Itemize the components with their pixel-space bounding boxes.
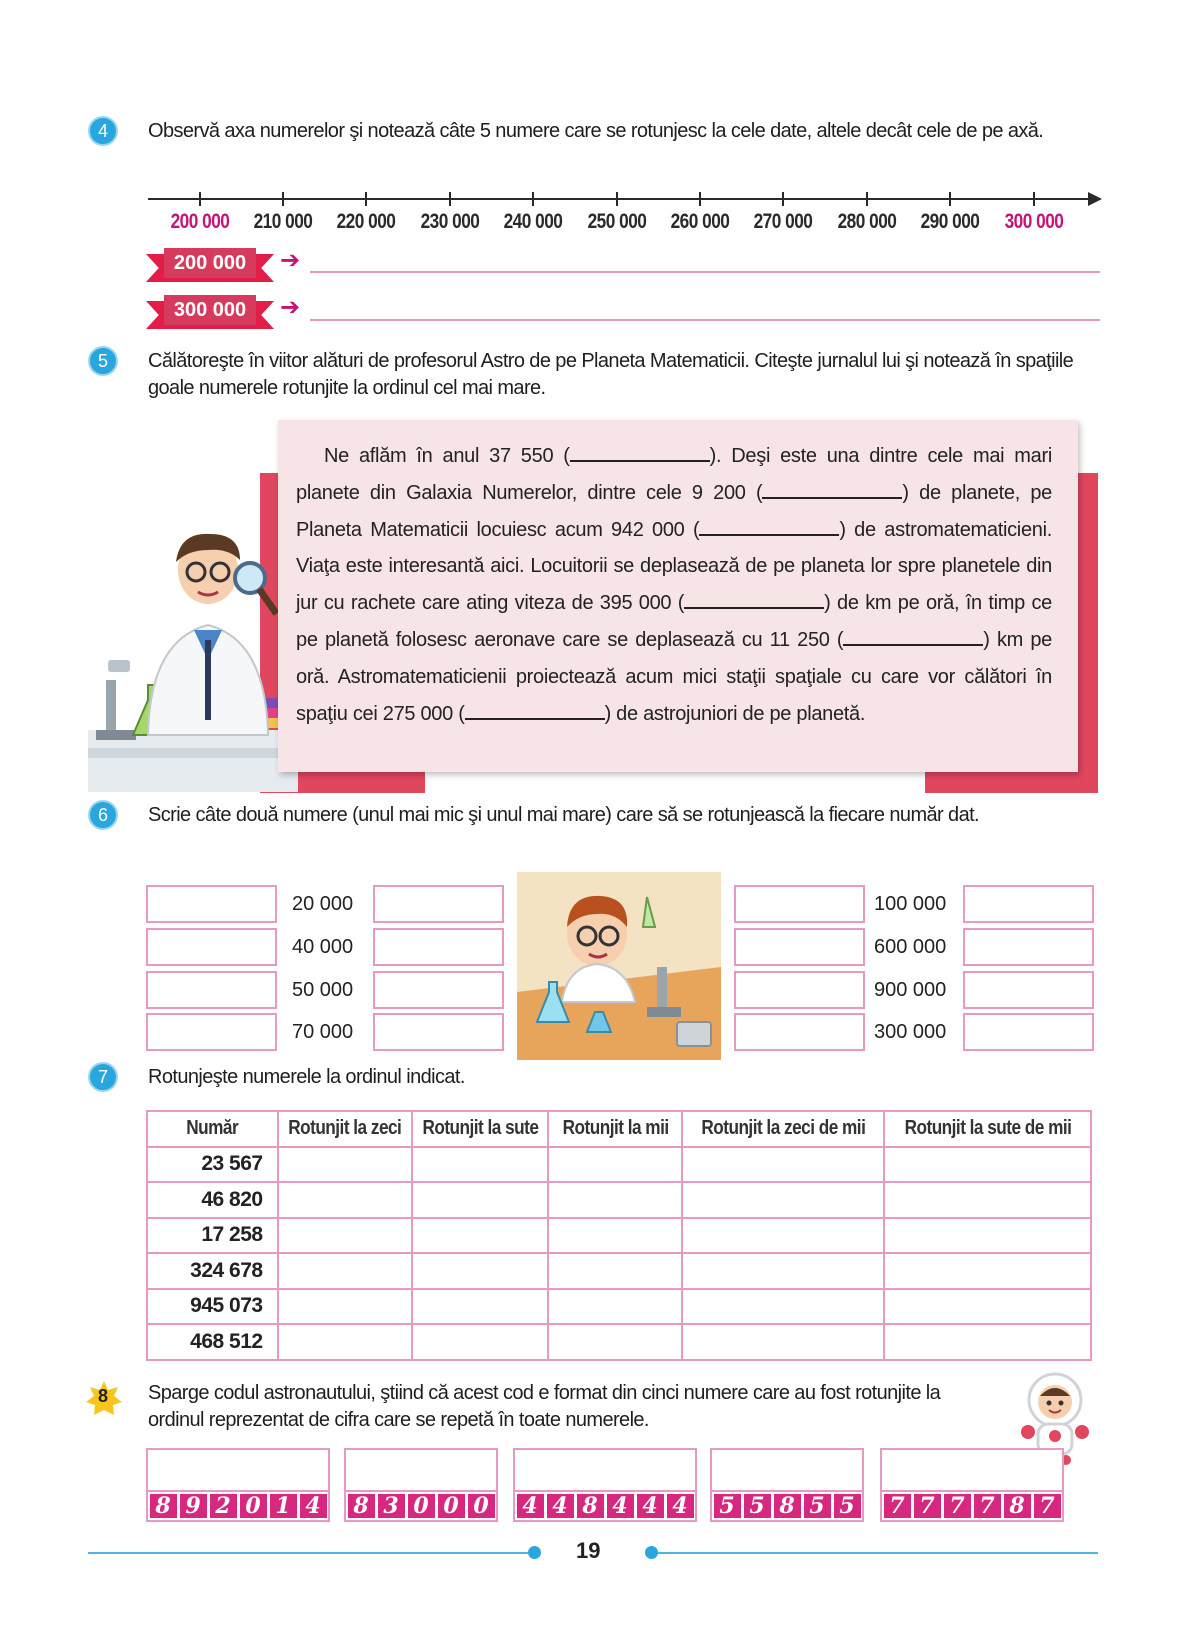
answer-box-larger[interactable]: [373, 1013, 504, 1051]
code-digit: 7: [944, 1494, 971, 1518]
table-row: [147, 1289, 1091, 1325]
answer-cell[interactable]: [548, 1147, 682, 1183]
page-number: 19: [576, 1538, 601, 1563]
number-line-axis: [148, 198, 1098, 200]
answer-cell[interactable]: [278, 1147, 412, 1183]
rounding-table: [146, 1110, 1092, 1361]
axis-tick-label: 250 000: [587, 210, 647, 233]
answer-cell[interactable]: [548, 1289, 682, 1325]
target-number: 70 000: [292, 1021, 354, 1043]
code-digit: 8: [577, 1494, 604, 1518]
number-cell: 945 073: [147, 1289, 278, 1325]
ribbon-200000: [146, 248, 274, 278]
answer-box-smaller[interactable]: [734, 971, 865, 1009]
answer-cell[interactable]: [278, 1324, 412, 1360]
code-digit: 0: [240, 1494, 267, 1518]
answer-cell[interactable]: [278, 1218, 412, 1254]
answer-cell[interactable]: [278, 1182, 412, 1218]
axis-tick: [1033, 192, 1035, 206]
header-round-hundred-thousands: Rotunjit la sute de mii: [884, 1111, 1091, 1147]
answer-cell[interactable]: [682, 1218, 885, 1254]
task-4-instruction: Observă axa numerelor şi notează câte 5 numere care se rotunjesc la cele date, altele decât cele de pe axă.: [148, 120, 1044, 142]
code-digit: 5: [744, 1494, 771, 1518]
answer-cell[interactable]: [412, 1147, 549, 1183]
axis-tick: [782, 192, 784, 206]
table-row: [147, 1218, 1091, 1254]
answer-cell[interactable]: [548, 1218, 682, 1254]
answer-box-larger[interactable]: [373, 885, 504, 923]
code-digit: 7: [884, 1494, 911, 1518]
answer-line-300000[interactable]: [310, 319, 1100, 321]
answer-cell[interactable]: [548, 1253, 682, 1289]
axis-tick-label: 280 000: [837, 210, 897, 233]
target-number: 40 000: [292, 936, 354, 958]
journal-box: [278, 420, 1078, 772]
journal-blank-2[interactable]: [762, 479, 902, 499]
code-digit: 4: [517, 1494, 544, 1518]
ribbon-200000-label: 200 000: [164, 248, 256, 278]
answer-cell[interactable]: [884, 1253, 1091, 1289]
answer-cell[interactable]: [278, 1289, 412, 1325]
task-8-badge: 8: [98, 1386, 109, 1406]
arrow-right-icon: ➔: [280, 247, 301, 274]
journal-part-3: ) de planete, pe Planeta Matematicii locuiesc acum 942 000 (: [296, 481, 1052, 541]
answer-cell[interactable]: [884, 1218, 1091, 1254]
task-7-instruction: Rotunjeşte numerele la ordinul indicat.: [148, 1066, 465, 1088]
answer-cell[interactable]: [548, 1324, 682, 1360]
header-round-tens: Rotunjit la zeci: [278, 1111, 412, 1147]
answer-line-200000[interactable]: [310, 271, 1100, 273]
target-number: 20 000: [292, 893, 354, 915]
number-cell: 23 567: [147, 1147, 278, 1183]
child-scientist-illustration: [517, 872, 721, 1060]
answer-box-larger[interactable]: [963, 928, 1094, 966]
axis-tick: [449, 192, 451, 206]
axis-tick-label: 260 000: [670, 210, 730, 233]
answer-cell[interactable]: [682, 1182, 885, 1218]
answer-cell[interactable]: [884, 1289, 1091, 1325]
code-digits: [880, 1490, 1064, 1522]
table-row: [147, 1253, 1091, 1289]
number-cell: 46 820: [147, 1182, 278, 1218]
answer-cell[interactable]: [412, 1289, 549, 1325]
footer-line-left: [88, 1552, 528, 1554]
code-group: [513, 1448, 697, 1522]
table-row: [147, 1182, 1091, 1218]
journal-blank-5[interactable]: [843, 626, 983, 646]
answer-box-smaller[interactable]: [734, 1013, 865, 1051]
journal-blank-6[interactable]: [465, 700, 605, 720]
code-answer-box[interactable]: [146, 1448, 330, 1490]
axis-tick-label: 200 000: [170, 210, 230, 233]
code-digit: 0: [468, 1494, 495, 1518]
journal-blank-4[interactable]: [684, 589, 824, 609]
axis-tick-label: 210 000: [253, 210, 313, 233]
answer-box-larger[interactable]: [963, 971, 1094, 1009]
code-digit: 4: [300, 1494, 327, 1518]
journal-part-6: ) km pe oră. Astromatematicienii proiectează acum mici staţii spaţiale cu care vor călători în spaţiu cei 275 000 (: [296, 628, 1052, 725]
code-digit: 4: [667, 1494, 694, 1518]
ribbon-300000: [146, 295, 274, 325]
task-8-instruction: Sparge codul astronautului, ştiind că acest cod e format din cinci numere care au fost rotunjite la ordinul reprezentat de cifra care se repetă în toate numerele.: [148, 1382, 941, 1431]
footer-dot-right: [645, 1546, 658, 1559]
code-answer-box[interactable]: [880, 1448, 1064, 1490]
answer-box-smaller[interactable]: [734, 928, 865, 966]
target-number: 100 000: [874, 893, 947, 915]
answer-cell[interactable]: [884, 1324, 1091, 1360]
answer-cell[interactable]: [412, 1218, 549, 1254]
code-digits: [344, 1490, 498, 1522]
journal-part-1: Ne aflăm în anul 37 550 (: [324, 445, 570, 467]
number-line-arrowhead: [1088, 192, 1102, 206]
footer-dot-left: [528, 1546, 541, 1559]
code-group: [880, 1448, 1064, 1522]
journal-part-5: ) de km pe oră, în timp ce pe planetă folosesc aeronave care se deplasează cu 11 250 (: [296, 592, 1052, 651]
answer-cell[interactable]: [682, 1147, 885, 1183]
task-6-instruction: Scrie câte două numere (unul mai mic şi unul mai mare) care să se rotunjească la fiecare număr dat.: [148, 804, 980, 826]
code-digit: 8: [150, 1494, 177, 1518]
code-digit: 9: [180, 1494, 207, 1518]
journal-part-4: ) de astromatematicieni. Viaţa este interesantă aici. Locuitorii se deplasează de pe planeta lor spre planetele din jur cu rachete care ating viteza de 395 000 (: [296, 518, 1052, 615]
journal-part-2: ). Deşi este una dintre cele mai mari planete din Galaxia Numerelor, dintre cele 9 200 (: [296, 445, 1052, 504]
axis-tick-label: 300 000: [1004, 210, 1064, 233]
answer-box-smaller[interactable]: [146, 928, 277, 966]
number-cell: 17 258: [147, 1218, 278, 1254]
axis-tick-label: 240 000: [503, 210, 563, 233]
code-answer-box[interactable]: [344, 1448, 498, 1490]
number-cell: 324 678: [147, 1253, 278, 1289]
journal-part-7: ) de astrojuniori de pe planetă.: [604, 702, 866, 725]
answer-box-smaller[interactable]: [146, 971, 277, 1009]
answer-box-larger[interactable]: [963, 1013, 1094, 1051]
task-6-badge: 6: [88, 800, 118, 830]
answer-box-larger[interactable]: [373, 928, 504, 966]
target-number: 300 000: [874, 1021, 947, 1043]
target-number: 900 000: [874, 979, 947, 1001]
axis-tick: [866, 192, 868, 206]
code-digits: [146, 1490, 330, 1522]
task-5-badge: 5: [88, 346, 118, 376]
task-4-badge: 4: [88, 116, 118, 146]
axis-tick: [616, 192, 618, 206]
code-digit: 8: [1004, 1494, 1031, 1518]
number-cell: 468 512: [147, 1324, 278, 1360]
ribbon-300000-label: 300 000: [164, 295, 256, 325]
answer-cell[interactable]: [412, 1253, 549, 1289]
code-digits: [513, 1490, 697, 1522]
footer-line-right: [658, 1552, 1098, 1554]
answer-box-larger[interactable]: [963, 885, 1094, 923]
answer-cell[interactable]: [884, 1182, 1091, 1218]
code-digit: 4: [637, 1494, 664, 1518]
code-digit: 0: [408, 1494, 435, 1518]
code-digit: 5: [714, 1494, 741, 1518]
code-digit: 5: [834, 1494, 861, 1518]
code-group: [710, 1448, 864, 1522]
axis-tick: [699, 192, 701, 206]
header-round-thousands: Rotunjit la mii: [548, 1111, 682, 1147]
code-digit: 8: [348, 1494, 375, 1518]
code-group: [344, 1448, 498, 1522]
code-digit: 4: [607, 1494, 634, 1518]
answer-box-larger[interactable]: [373, 971, 504, 1009]
table-row: [147, 1147, 1091, 1183]
code-digit: 7: [1034, 1494, 1061, 1518]
answer-cell[interactable]: [682, 1324, 885, 1360]
header-number: Număr: [147, 1111, 278, 1147]
axis-tick: [199, 192, 201, 206]
answer-cell[interactable]: [412, 1182, 549, 1218]
table-row: [147, 1324, 1091, 1360]
answer-box-smaller[interactable]: [146, 1013, 277, 1051]
axis-tick-label: 270 000: [753, 210, 813, 233]
code-digit: 0: [438, 1494, 465, 1518]
code-digits: [710, 1490, 864, 1522]
answer-cell[interactable]: [682, 1289, 885, 1325]
task-5-instruction: Călătoreşte în viitor alături de profesorul Astro de pe Planeta Matematicii. Citeşte jurnalul lui şi notează în spaţiile goale numerele rotunjite la ordinul cel mai mare.: [148, 350, 1074, 399]
axis-tick-label: 230 000: [420, 210, 480, 233]
answer-cell[interactable]: [548, 1182, 682, 1218]
code-digit: 5: [804, 1494, 831, 1518]
header-round-ten-thousands: Rotunjit la zeci de mii: [682, 1111, 885, 1147]
answer-box-smaller[interactable]: [146, 885, 277, 923]
code-digit: 8: [774, 1494, 801, 1518]
scientist-illustration: [88, 530, 298, 792]
journal-blank-1[interactable]: [570, 442, 710, 462]
axis-tick-label: 220 000: [336, 210, 396, 233]
code-digit: 3: [378, 1494, 405, 1518]
journal-text: [296, 438, 1052, 732]
task-7-badge: 7: [88, 1062, 118, 1092]
axis-tick: [365, 192, 367, 206]
code-digit: 2: [210, 1494, 237, 1518]
answer-cell[interactable]: [682, 1253, 885, 1289]
target-number: 50 000: [292, 979, 354, 1001]
code-group: [146, 1448, 330, 1522]
code-digit: 1: [270, 1494, 297, 1518]
answer-box-smaller[interactable]: [734, 885, 865, 923]
code-digit: 7: [914, 1494, 941, 1518]
axis-tick: [949, 192, 951, 206]
answer-cell[interactable]: [412, 1324, 549, 1360]
journal-blank-3[interactable]: [699, 516, 839, 536]
arrow-right-icon: ➔: [280, 294, 301, 321]
code-digit: 4: [547, 1494, 574, 1518]
header-round-hundreds: Rotunjit la sute: [412, 1111, 549, 1147]
axis-tick-label: 290 000: [920, 210, 980, 233]
answer-cell[interactable]: [278, 1253, 412, 1289]
code-digit: 7: [974, 1494, 1001, 1518]
code-answer-box[interactable]: [710, 1448, 864, 1490]
target-number: 600 000: [874, 936, 947, 958]
axis-tick: [532, 192, 534, 206]
answer-cell[interactable]: [884, 1147, 1091, 1183]
code-answer-box[interactable]: [513, 1448, 697, 1490]
axis-tick: [282, 192, 284, 206]
